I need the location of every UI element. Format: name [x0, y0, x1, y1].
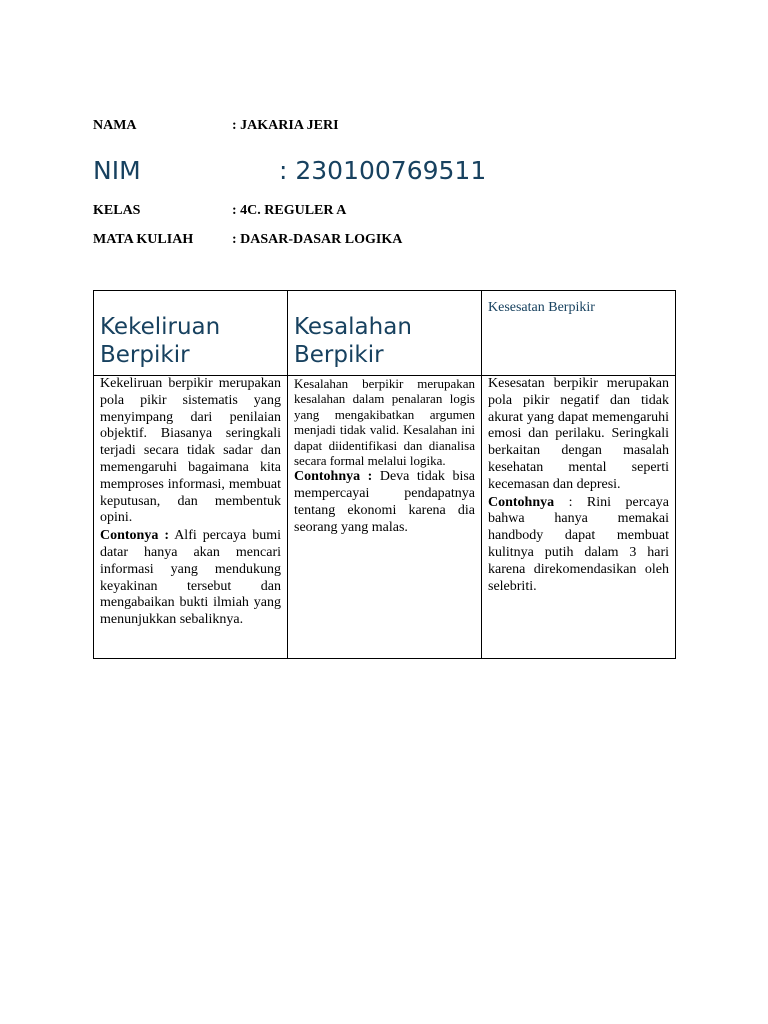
table-body-row [94, 376, 676, 659]
heading-kekeliruan: Kekeliruan Berpikir [100, 314, 221, 368]
nama-label: NAMA [93, 118, 137, 133]
header-cell-kesalahan [288, 291, 482, 376]
example-kesesatan [488, 495, 669, 596]
definition-kesesatan: Kesesatan berpikir merupakan pola pikir negatif dan tidak akurat yang dapat memengaruhi emosi dan perilaku. Seringkali berkaitan dengan masalah kesehatan mental seperti kecemasan dan depresi. [488, 376, 669, 492]
header-cell-kekeliruan [94, 291, 288, 376]
nim-label: NIM [93, 156, 141, 185]
table-header-row [94, 291, 676, 376]
kelas-label: KELAS [93, 203, 141, 218]
example-text-kekeliruan: Alfi percaya bumi datar hanya akan mencari informasi yang mendukung keyakinan tersebut dan mengabaikan bukti ilmiah yang menunjukkan sebaliknya. [100, 528, 281, 628]
example-label-kekeliruan: Contonya : [100, 528, 169, 544]
mata-kuliah-value: : DASAR-DASAR LOGIKA [232, 232, 403, 247]
kelas-value: : 4C. REGULER A [232, 203, 347, 218]
example-text-kesesatan: : Rini percaya bahwa hanya memakai handbody dapat membuat kulitnya putih dalam 3 hari karena direkomendasikan oleh selebriti. [488, 494, 669, 594]
definition-kesalahan: Kesalahan berpikir merupakan kesalahan dalam penalaran logis yang mengakibatkan argumen menjadi tidak valid. Kesalahan ini dapat diidentifikasi dan dianalisa secara formal melalui logika. [294, 376, 475, 469]
body-cell-kekeliruan [94, 376, 288, 659]
header-cell-kesesatan [482, 291, 676, 376]
mata-kuliah-label: MATA KULIAH [93, 232, 194, 247]
example-kesalahan [294, 469, 475, 536]
heading-kesalahan: Kesalahan Berpikir [294, 314, 412, 368]
body-cell-kesalahan [288, 376, 482, 659]
definition-kekeliruan: Kekeliruan berpikir merupakan pola pikir sistematis yang menyimpang dari penilaian objektif. Biasanya seringkali terjadi secara tidak sadar dan memengaruhi bagaimana kita memproses informasi, membuat keputusan, dan membentuk opini. [100, 376, 281, 526]
example-label-kesalahan: Contohnya : [294, 469, 373, 485]
comparison-table [93, 290, 676, 659]
example-kekeliruan [100, 528, 281, 629]
heading-kesesatan: Kesesatan Berpikir [488, 300, 595, 315]
nim-value: : 230100769511 [279, 156, 487, 185]
body-cell-kesesatan [482, 376, 676, 659]
example-text-kesalahan: Deva tidak bisa mempercayai pendapatnya tentang ekonomi karena dia seorang yang malas. [294, 469, 475, 535]
nama-value: : JAKARIA JERI [232, 118, 339, 133]
example-label-kesesatan: Contohnya [488, 494, 555, 510]
